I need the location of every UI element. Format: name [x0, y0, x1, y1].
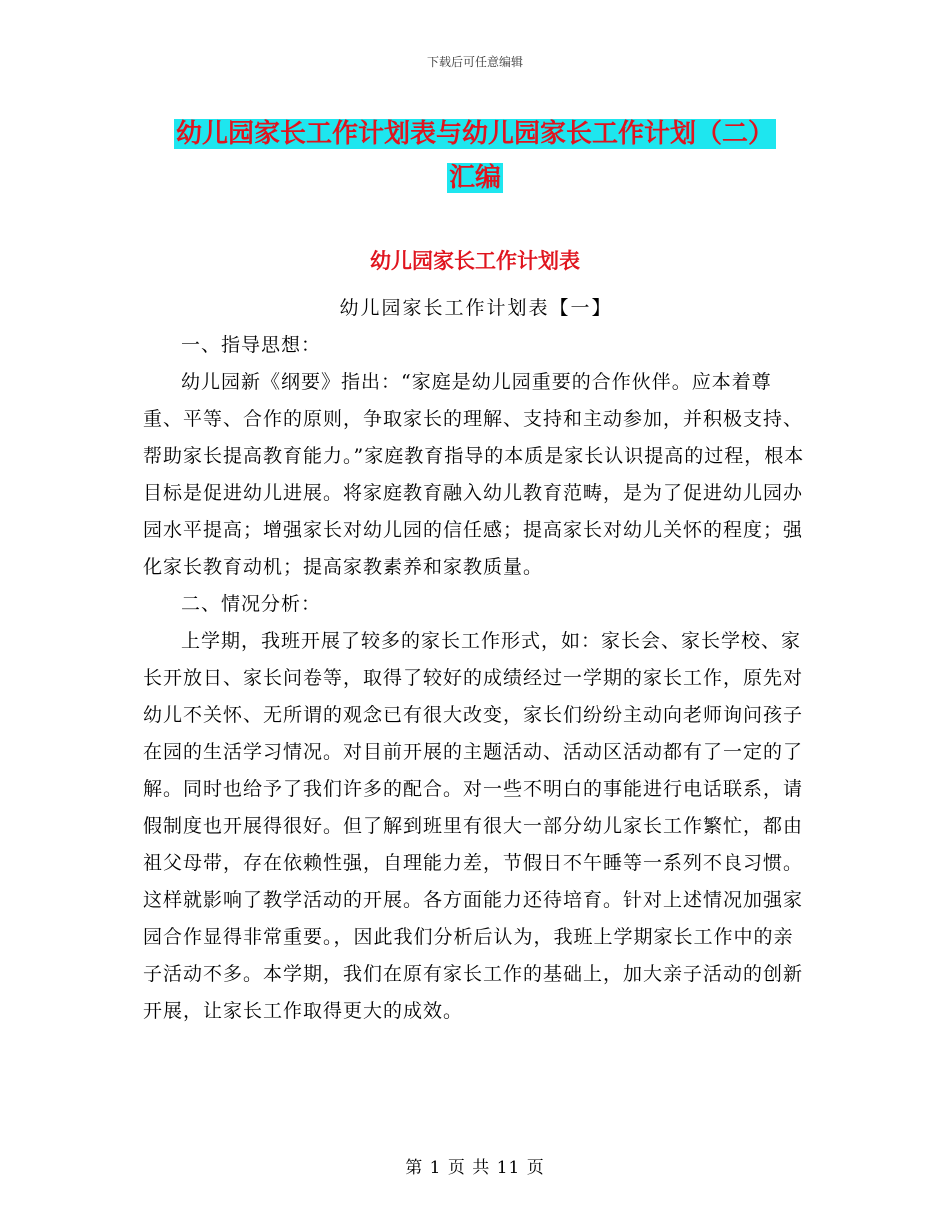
section-title: 幼儿园家长工作计划表 — [370, 249, 580, 273]
header-note: 下载后可任意编辑 — [426, 55, 523, 69]
document-title — [0, 112, 950, 200]
document-title-line2: 汇编 — [448, 163, 501, 193]
document-body — [143, 290, 809, 1030]
heading-situation-analysis: 二、情况分析： — [181, 593, 322, 615]
page-footer: 第 1 页 共 11 页 — [405, 1158, 545, 1178]
paragraph-guiding-thought: 幼儿园新《纲要》指出：“家庭是幼儿园重要的合作伙伴。应本着尊重、平等、合作的原则，争取家长的理解、支持和主动参加，并积极支持、帮助家长提高教育能力。”家庭教育指导的本质是家长认识提高的过程，根本目标是促进幼儿进展。将家庭教育融入幼儿教育范畴，是为了促进幼儿园办园水平提高；增强家长对幼儿园的信任感；提高家长对幼儿关怀的程度；强化家长教育动机；提高家教素养和家教质量。 — [143, 371, 805, 578]
sub-title: 幼儿园家长工作计划表【一】 — [339, 297, 613, 319]
heading-guiding-thought: 一、指导思想： — [181, 334, 322, 356]
document-title-line1: 幼儿园家长工作计划表与幼儿园家长工作计划（二） — [175, 119, 774, 149]
paragraph-situation-analysis: 上学期，我班开展了较多的家长工作形式，如：家长会、家长学校、家长开放日、家长问卷等，取得了较好的成绩经过一学期的家长工作，原先对幼儿不关怀、无所谓的观念已有很大改变，家长们纷纷主动向老师询问孩子在园的生活学习情况。对目前开展的主题活动、活动区活动都有了一定的了解。同时也给予了我们许多的配合。对一些不明白的事能进行电话联系，请假制度也开展得很好。但了解到班里有很大一部分幼儿家长工作繁忙，都由祖父母带，存在依赖性强，自理能力差，节假日不午睡等一系列不良习惯。这样就影响了教学活动的开展。各方面能力还待培育。针对上述情况加强家园合作显得非常重要。，因此我们分析后认为，我班上学期家长工作中的亲子活动不多。本学期，我们在原有家长工作的基础上，加大亲子活动的创新开展，让家长工作取得更大的成效。 — [143, 630, 804, 1022]
